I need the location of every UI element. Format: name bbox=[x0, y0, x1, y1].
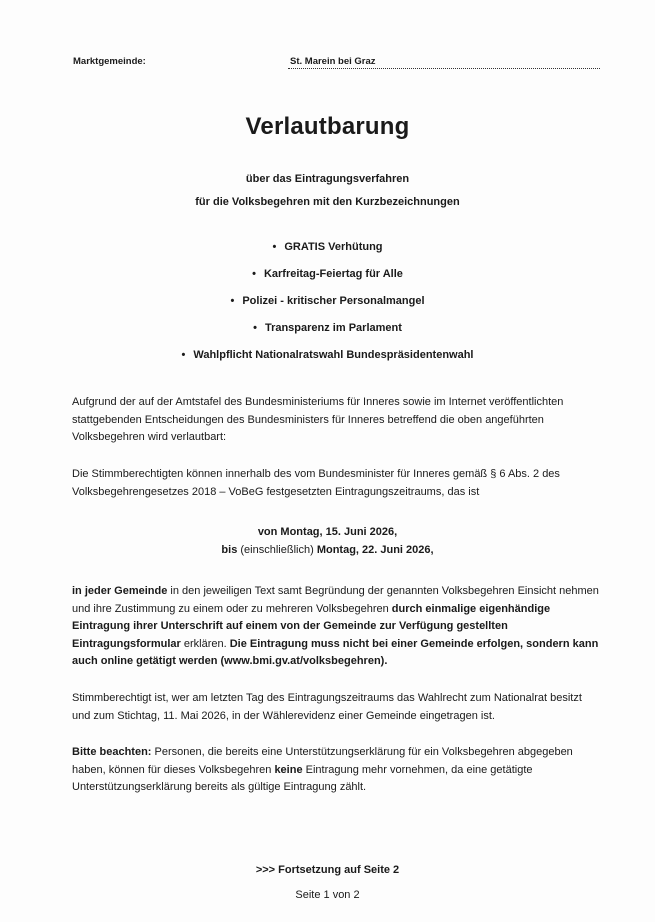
bullet-icon: • bbox=[253, 322, 257, 334]
paragraph-registration: in jeder Gemeinde in den jeweiligen Text samt Begründung der genannten Volksbegehren Einsicht nehmen und ihre Zustimmung zu einem oder zu mehreren Volksbegehren durch einmalige eigenhändige Eintragung ihrer Unterschrift auf einem von der Gemeinde zur Verfügung gestellten Eintragungsformular erklären. Die Eintragung muss nicht bei einer Gemeinde erfolgen, sondern kann auch online getätigt werden (www.bmi.gv.at/volksbegehren). bbox=[72, 585, 599, 667]
initiative-item: • GRATIS Verhütung bbox=[272, 241, 383, 253]
bullet-icon: • bbox=[252, 268, 256, 280]
municipality-name: St. Marein bei Graz bbox=[288, 56, 600, 69]
page-number: Seite 1 von 2 bbox=[295, 889, 360, 901]
initiative-item: • Karfreitag-Feiertag für Alle bbox=[252, 268, 403, 280]
subtitle-line-2: für die Volksbegehren mit den Kurzbezeichnungen bbox=[195, 196, 460, 208]
municipality-label: Marktgemeinde: bbox=[73, 56, 146, 67]
paragraph-eligibility: Stimmberechtigt ist, wer am letzten Tag des Eintragungszeitraums das Wahlrecht zum Nationalrat besitzt und zum Stichtag, 11. Mai 2026, in der Wählerevidenz einer Gemeinde eingetragen ist. bbox=[72, 692, 582, 722]
initiative-item: • Polizei - kritischer Personalmangel bbox=[230, 295, 425, 307]
continuation-note: >>> Fortsetzung auf Seite 2 bbox=[255, 864, 400, 876]
subtitle-line-1: über das Eintragungsverfahren bbox=[245, 173, 410, 185]
paragraph-announcement: Aufgrund der auf der Amtstafel des Bundesministeriums für Inneres sowie im Internet veröffentlichten stattgebenden Entscheidungen des Bundesministers für Inneres betreffend die oben angeführten Volksbegehren wird verlautbart: bbox=[72, 396, 564, 443]
initiative-item: • Wahlpflicht Nationalratswahl Bundespräsidentenwahl bbox=[181, 349, 474, 361]
initiative-item: • Transparenz im Parlament bbox=[253, 322, 402, 334]
period-to: bis (einschließlich) Montag, 22. Juni 2026, bbox=[221, 544, 434, 556]
period-from: von Montag, 15. Juni 2026, bbox=[257, 526, 398, 538]
bullet-icon: • bbox=[230, 295, 235, 307]
bullet-icon: • bbox=[181, 349, 186, 361]
paragraph-notice: Bitte beachten: Personen, die bereits eine Unterstützungserklärung für ein Volksbegehren abgegeben haben, können für dieses Volksbegehren keine Eintragung mehr vornehmen, da eine getätigte Unterstützungserklärung bereits als gültige Eintragung zählt. bbox=[72, 746, 573, 793]
document-title: Verlautbarung bbox=[245, 113, 410, 140]
paragraph-period-intro: Die Stimmberechtigten können innerhalb des vom Bundesminister für Inneres gemäß § 6 Abs. 2 des Volksbegehrengesetzes 2018 – VoBeG festgesetzten Eintragungszeitraums, das ist bbox=[72, 468, 560, 498]
bullet-icon: • bbox=[272, 241, 277, 253]
initiative-list bbox=[0, 240, 655, 375]
